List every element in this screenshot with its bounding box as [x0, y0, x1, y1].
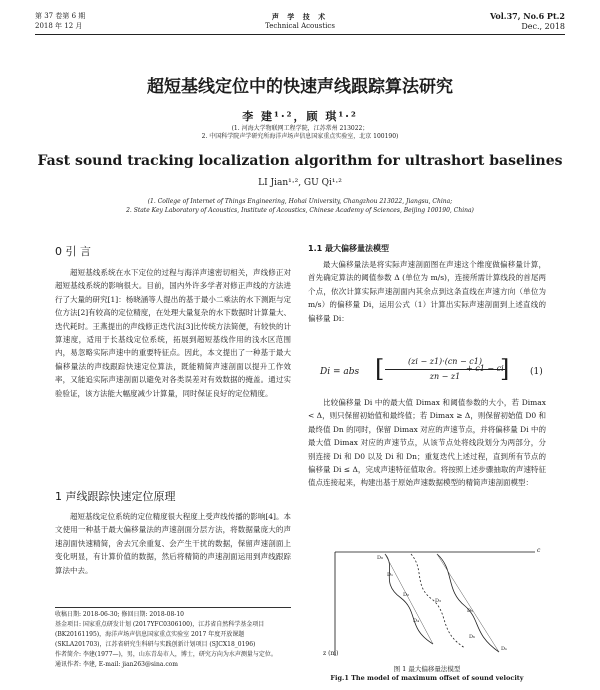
title-cn: 超短基线定位中的快速声线跟踪算法研究 — [147, 77, 453, 97]
title-en: Fast sound tracking localization algorithm for ultrashort baselines — [37, 153, 563, 169]
section0-paragraph: 超短基线系统在水下定位的过程与海洋声速密切相关，声线修正对超短基线系统的影响很大。目前，国内外许多学者对修正声线的方法进行了大量的研究[1]：杨晓涵等人提出的基于最小二乘法的水下测距与定位方法[2]有较高的定位精度，在处理大量复杂的水下数据时计算量大、迭代耗时。王燕提出的声线修正迭代法[3]比传统方法简便，有较快的计算速度，适用于长基线定位系统，拓展到超短基线作用的浅水区范围内，易忽略实际声速中的重要特征点。因此，本文提出了一种基于最大偏移量法的声线跟踪快速定位算法，既能精简声速剖面以提升工作效率，又能追实际声速剖面以避免对各类误差对有效数据的掩盖。通过实验验证，该方法能大幅度减少计算量，同时保证良好的定位精度。 — [55, 268, 291, 398]
footnote-received: 收稿日期: 2018-06-30; 修回日期: 2018-08-10 — [55, 611, 184, 618]
figure-point-2: D₂ — [403, 592, 410, 598]
header-date-en: Dec., 2018 — [521, 22, 565, 31]
authors-en: LI Jian¹·², GU Qi¹·² — [258, 178, 342, 188]
figure-1 — [315, 548, 545, 660]
right-paragraph-1: 最大偏移量法是将实际声速剖面图在声速这个维度做偏移量计算，首先确定算法的阈值参数 Δ (单位为 m/s)，连接所需计算线段的首尾两个点，依次计算实际声速剖面内其余点到这条直线在声速方向（单位为 m/s）的偏移量 Di，运用公式（1）计算出实际声速剖面到上述直线的偏移量 Di： — [308, 260, 546, 323]
footnote-corresponding: 通讯作者: 李建, E-mail: jian263@sina.com — [55, 661, 178, 668]
figure-point-3: D₃ — [435, 598, 442, 604]
footnote-funding: 基金项目: 国家重点研发计划 (2017YFC0306100)，江苏省自然科学基金项目 (BK20161195)，海洋声场声信息国家重点实验室 2017 年度开放课题 (SKLA201703)，江苏省研究生科研与实践创新计划项目 (SJCX18_0196) — [55, 621, 265, 648]
section1-paragraph: 超短基线定位系统的定位精度很大程度上受声线传播的影响[4]。本文使用一种基于最大偏移量法的声速剖面分层方法，将数据量庞大的声速剖面快速精简，舍去冗余重复、会产生干扰的数据，保留声速剖面上变化明显，有计算价值的数据，然后将精简的声速剖面运用到声线跟踪算法中去。 — [55, 512, 291, 575]
header-date-cn: 2018 年 12 月 — [35, 22, 83, 30]
equation-1 — [320, 355, 558, 395]
header-journal-cn: 声 学 技 术 — [271, 12, 329, 21]
figure-caption-en: Fig.1 The model of maximum offset of sound velocity — [330, 674, 524, 682]
figure-caption-cn: 图 1 最大偏移量法模型 — [393, 665, 461, 673]
figure-point-1: D₁ — [387, 572, 394, 578]
right-paragraph-2: 比较偏移量 Di 中的最大值 Dimax 和阈值参数的大小，若 Dimax < Δ，则只保留初始值和最终值；若 Dimax ≥ Δ，则保留初始值 D0 和最终值 Dn 的同时，保留 Dimax 对应的声速节点，并将偏移量 Di 中的最大值 Dimax 对应的声速节点，从该节点处将线段划分为两部分，分别连接 Di 和 D0 以及 Di 和 Dn；重复迭代上述过程，直到所有节点的偏移量 Di ≤ Δ，完成声速特征值取舍。将按照上述步骤抽取的声速特征值点连接起来，构建出基于原始声速数据模型的精简声速剖面模型： — [308, 398, 546, 488]
figure-axis-c-label: c — [537, 547, 541, 554]
figure-chord-1 — [385, 554, 433, 644]
affiliation-en-2: 2. State Key Laboratory of Acoustics, Institute of Acoustics, Chinese Academy of Sciences, Beijing 100190, China) — [126, 207, 474, 214]
header-volume-cn: 第 37 卷第 6 期 — [35, 12, 86, 20]
footnote-rule — [55, 607, 291, 608]
equation-bracket-left: [ — [375, 355, 385, 383]
figure-point-4: D₄ — [413, 618, 420, 624]
section1-heading: 1 声线跟踪快速定位原理 — [55, 490, 176, 503]
footnotes — [55, 610, 291, 670]
footnote-author-bio: 作者简介: 李建(1977—)，男，山东青岛市人，博士，研究方向为水声测量与定位。 — [55, 651, 277, 658]
figure-1-plot — [315, 548, 545, 660]
header-volume-en: Vol.37, No.6 Pt.2 — [489, 11, 565, 21]
equation-lhs: Di = abs — [320, 367, 360, 377]
header-journal-en: Technical Acoustics — [265, 22, 335, 30]
figure-point-0: D₀ — [377, 555, 384, 561]
subsection-heading: 1.1 最大偏移量法模型 — [308, 244, 389, 253]
figure-chord-2 — [437, 554, 499, 652]
affiliation-en-1: (1. College of Internet of Things Engineering, Hohai University, Changzhou 213022, Jiangsu, China; — [147, 198, 453, 205]
figure-axis-z-label: z (m) — [323, 650, 339, 657]
header-rule — [35, 34, 565, 35]
equation-bracket-right: ] — [500, 355, 510, 383]
equation-tail: + c1 − ci — [466, 364, 504, 373]
equation-numerator: (zi − z1)·(cn − c1) — [408, 357, 482, 366]
equation-denominator: zn − z1 — [429, 372, 461, 381]
affiliation-cn-2: 2. 中国科学院声学研究所海洋声场声信息国家重点实验室，北京 100190) — [201, 133, 399, 140]
figure-point-n: Dₙ — [501, 646, 508, 652]
authors-cn: 李 建¹·²，顾 琪¹·² — [242, 110, 358, 123]
figure-point-6: D₆ — [469, 634, 476, 640]
equation-number: (1) — [530, 367, 543, 377]
figure-point-5: D₅ — [467, 608, 474, 614]
affiliation-cn-1: (1. 河海大学物联网工程学院，江苏常州 213022； — [231, 125, 369, 132]
section0-heading: 0 引 言 — [55, 245, 91, 258]
